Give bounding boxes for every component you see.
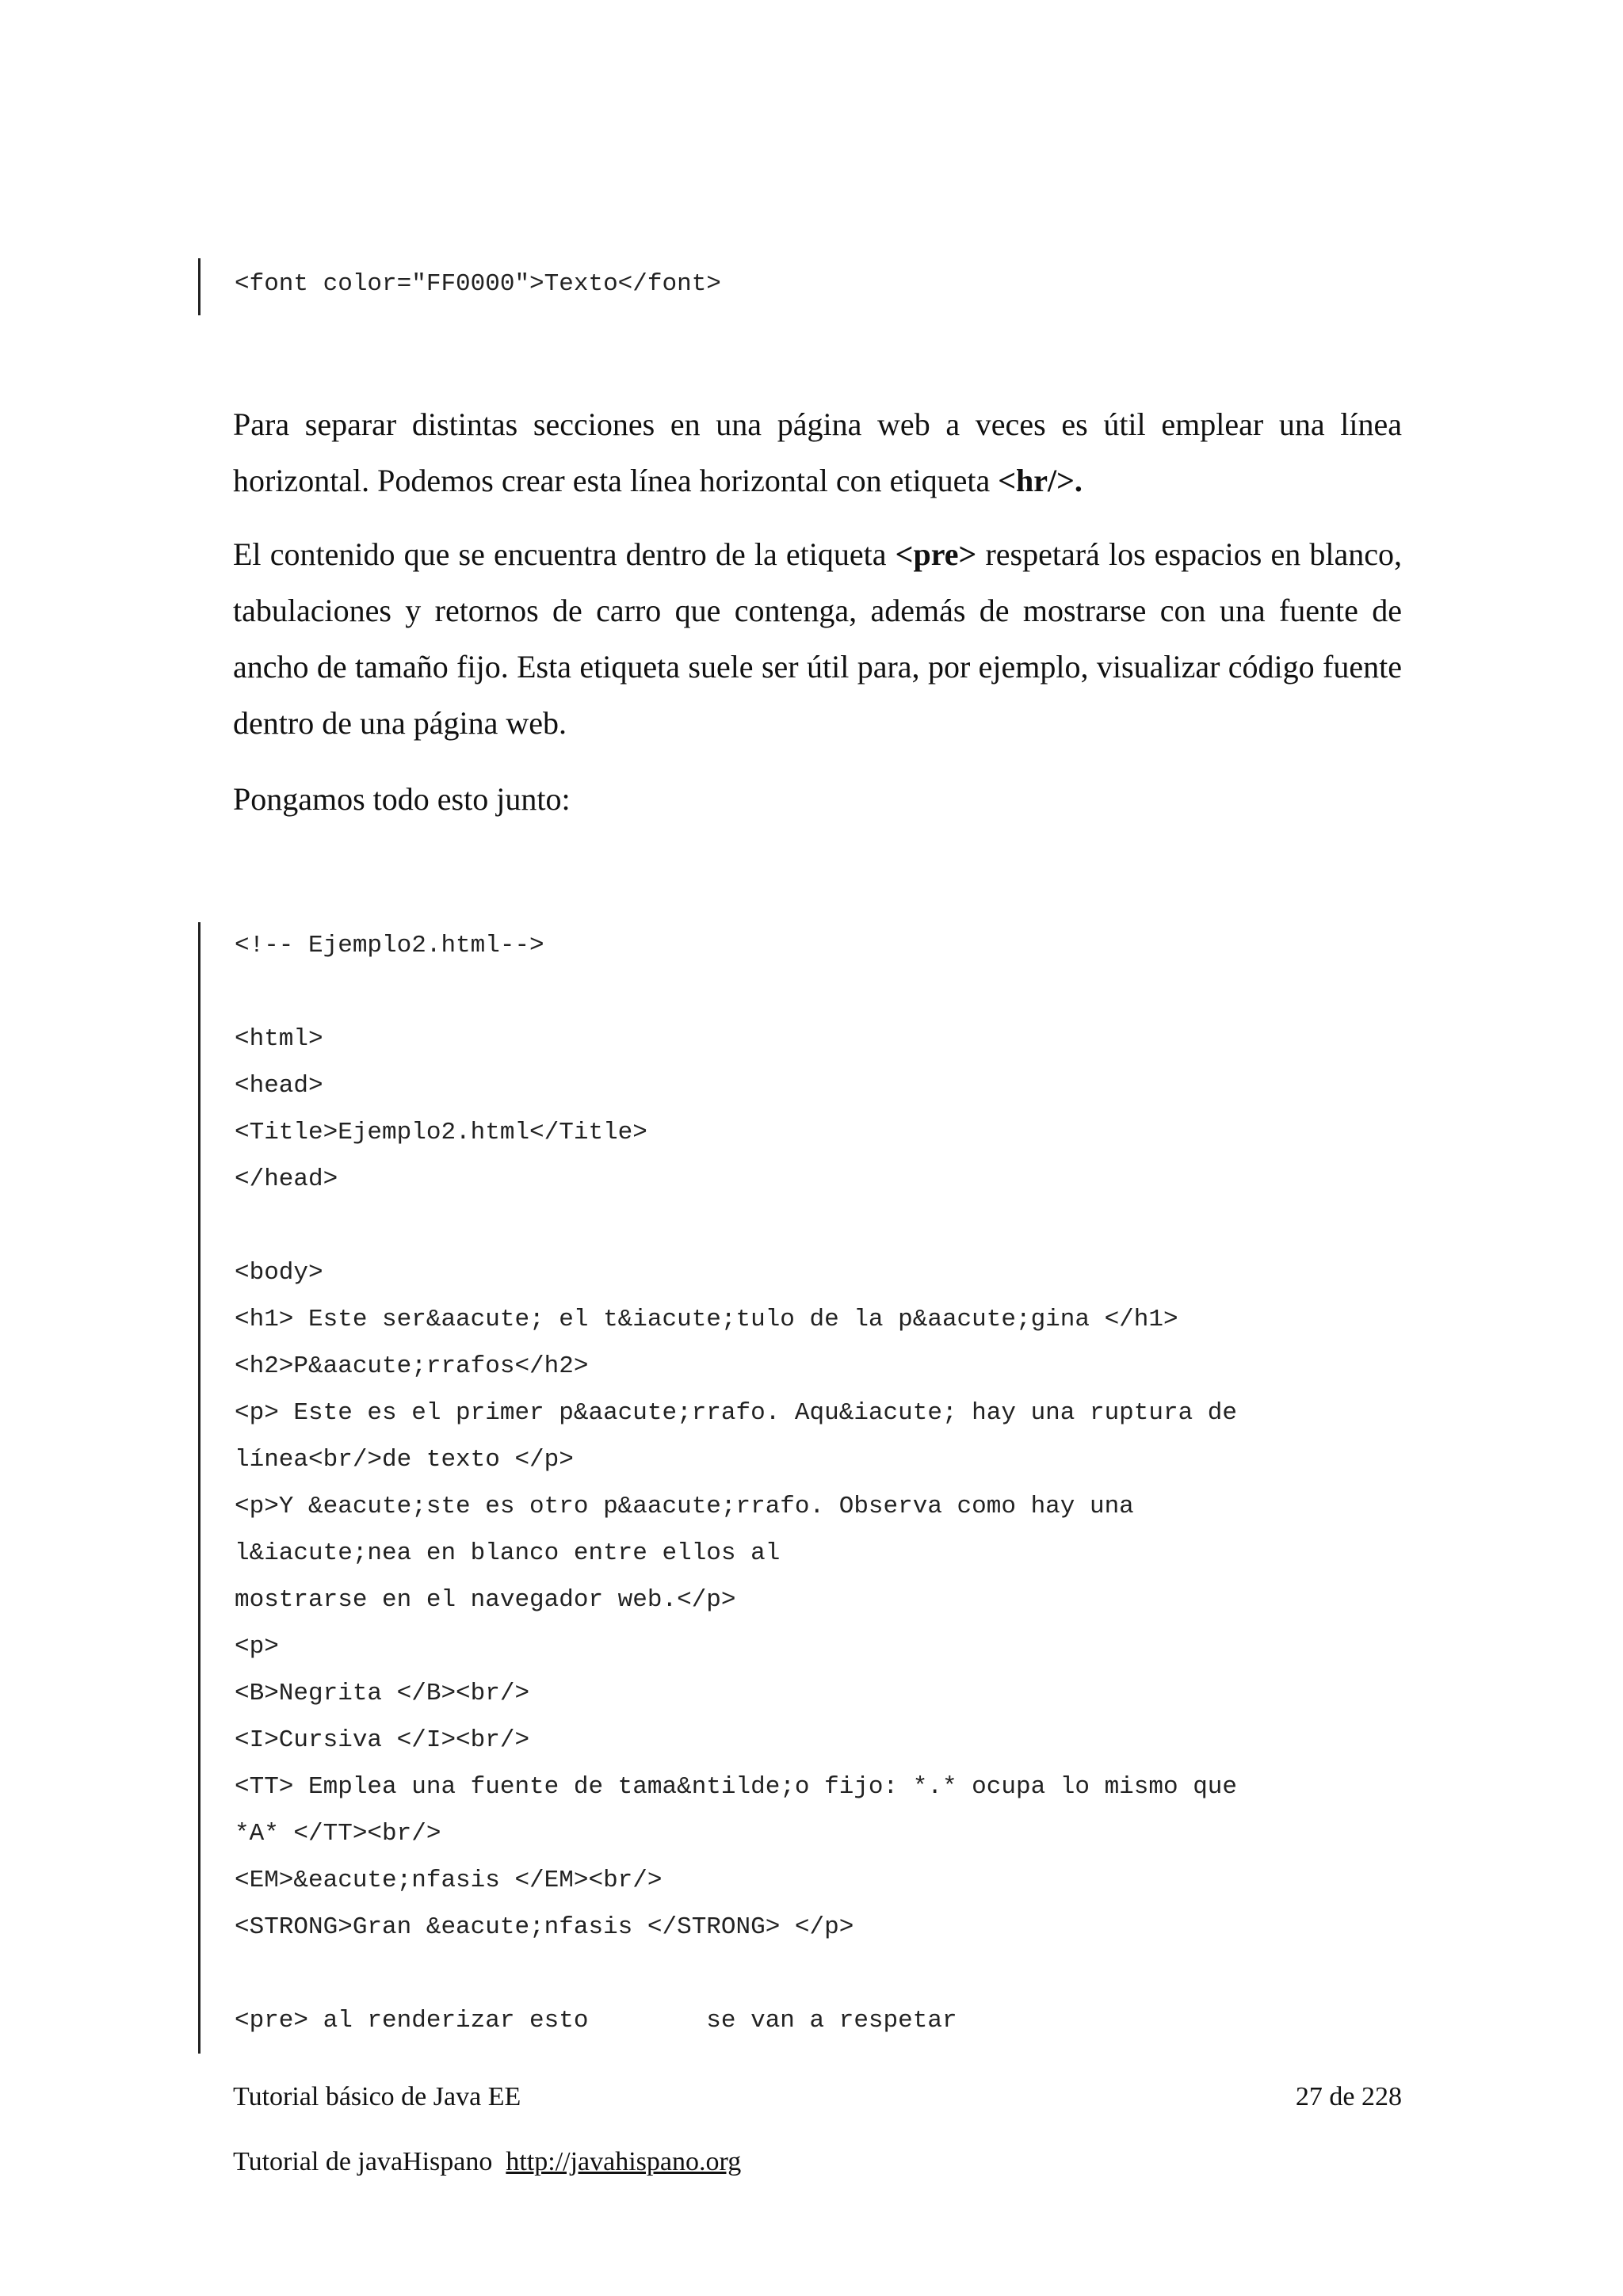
code-line (235, 969, 1237, 1016)
code-line: <h2>P&aacute;rrafos</h2> (235, 1352, 589, 1380)
code-snippet-font (198, 258, 721, 315)
paragraph-pre (233, 526, 1402, 751)
code-line: <body> (235, 1259, 323, 1287)
code-line: <I>Cursiva </I><br/> (235, 1726, 530, 1754)
code-line: <p> Este es el primer p&aacute;rrafo. Aqu&iacute; hay una ruptura de (235, 1399, 1238, 1427)
code-line: l&iacute;nea en blanco entre ellos al (235, 1539, 781, 1567)
paragraph-text: Para separar distintas secciones en una página web a veces es útil emplear una línea horizontal. Podemos crear esta línea horizontal con etiqueta (233, 406, 1402, 498)
footer-credit-line (233, 2147, 1402, 2177)
code-line: <TT> Emplea una fuente de tama&ntilde;o fijo: *.* ocupa lo mismo que (235, 1773, 1238, 1801)
code-line: línea<br/>de texto </p> (235, 1446, 574, 1474)
footer-link[interactable]: http://javahispano.org (506, 2147, 742, 2176)
tag-hr: <hr/>. (998, 463, 1083, 498)
code-line: <h1> Este ser&aacute; el t&iacute;tulo de la p&aacute;gina </h1> (235, 1306, 1178, 1333)
footer-title: Tutorial básico de Java EE (233, 2082, 521, 2111)
code-line: <p> (235, 1633, 279, 1661)
code-line (235, 1951, 1237, 1997)
paragraph-text: El contenido que se encuentra dentro de la etiqueta (233, 536, 896, 572)
code-line: <head> (235, 1072, 323, 1100)
code-line: </head> (235, 1165, 338, 1193)
code-line (235, 1203, 1237, 1249)
code-line: <html> (235, 1025, 323, 1053)
code-line: <STRONG>Gran &eacute;nfasis </STRONG> </p> (235, 1913, 854, 1941)
paragraph-intro (233, 771, 1402, 827)
code-line: *A* </TT><br/> (235, 1820, 441, 1848)
code-line: <!-- Ejemplo2.html--> (235, 932, 544, 959)
code-line: <p>Y &eacute;ste es otro p&aacute;rrafo. Observa como hay una (235, 1493, 1134, 1520)
code-example-block (198, 922, 1237, 2054)
code-line: <pre> al renderizar esto se van a respetar (235, 2007, 957, 2035)
tag-pre: <pre> (895, 536, 977, 572)
code-line: mostrarse en el navegador web.</p> (235, 1586, 736, 1614)
code-line: <EM>&eacute;nfasis </EM><br/> (235, 1867, 663, 1894)
paragraph-hr (233, 396, 1402, 509)
paragraph-text: respetará los espacios en blanco, tabulaciones y retornos de carro que contenga, además de mostrarse con una fuente de ancho de tamaño fijo. Esta etiqueta suele ser útil para, por ejemplo, visualizar código fuente dentro de una página web. (233, 536, 1402, 741)
code-line: <Title>Ejemplo2.html</Title> (235, 1119, 647, 1146)
code-line: <B>Negrita </B><br/> (235, 1680, 530, 1707)
paragraph-text: Pongamos todo esto junto: (233, 781, 571, 817)
page-footer (233, 2082, 1402, 2112)
footer-credit: Tutorial de javaHispano (233, 2147, 493, 2176)
page-number: 27 de 228 (1295, 2082, 1402, 2111)
code-line: <font color="FF0000">Texto</font> (235, 270, 721, 298)
